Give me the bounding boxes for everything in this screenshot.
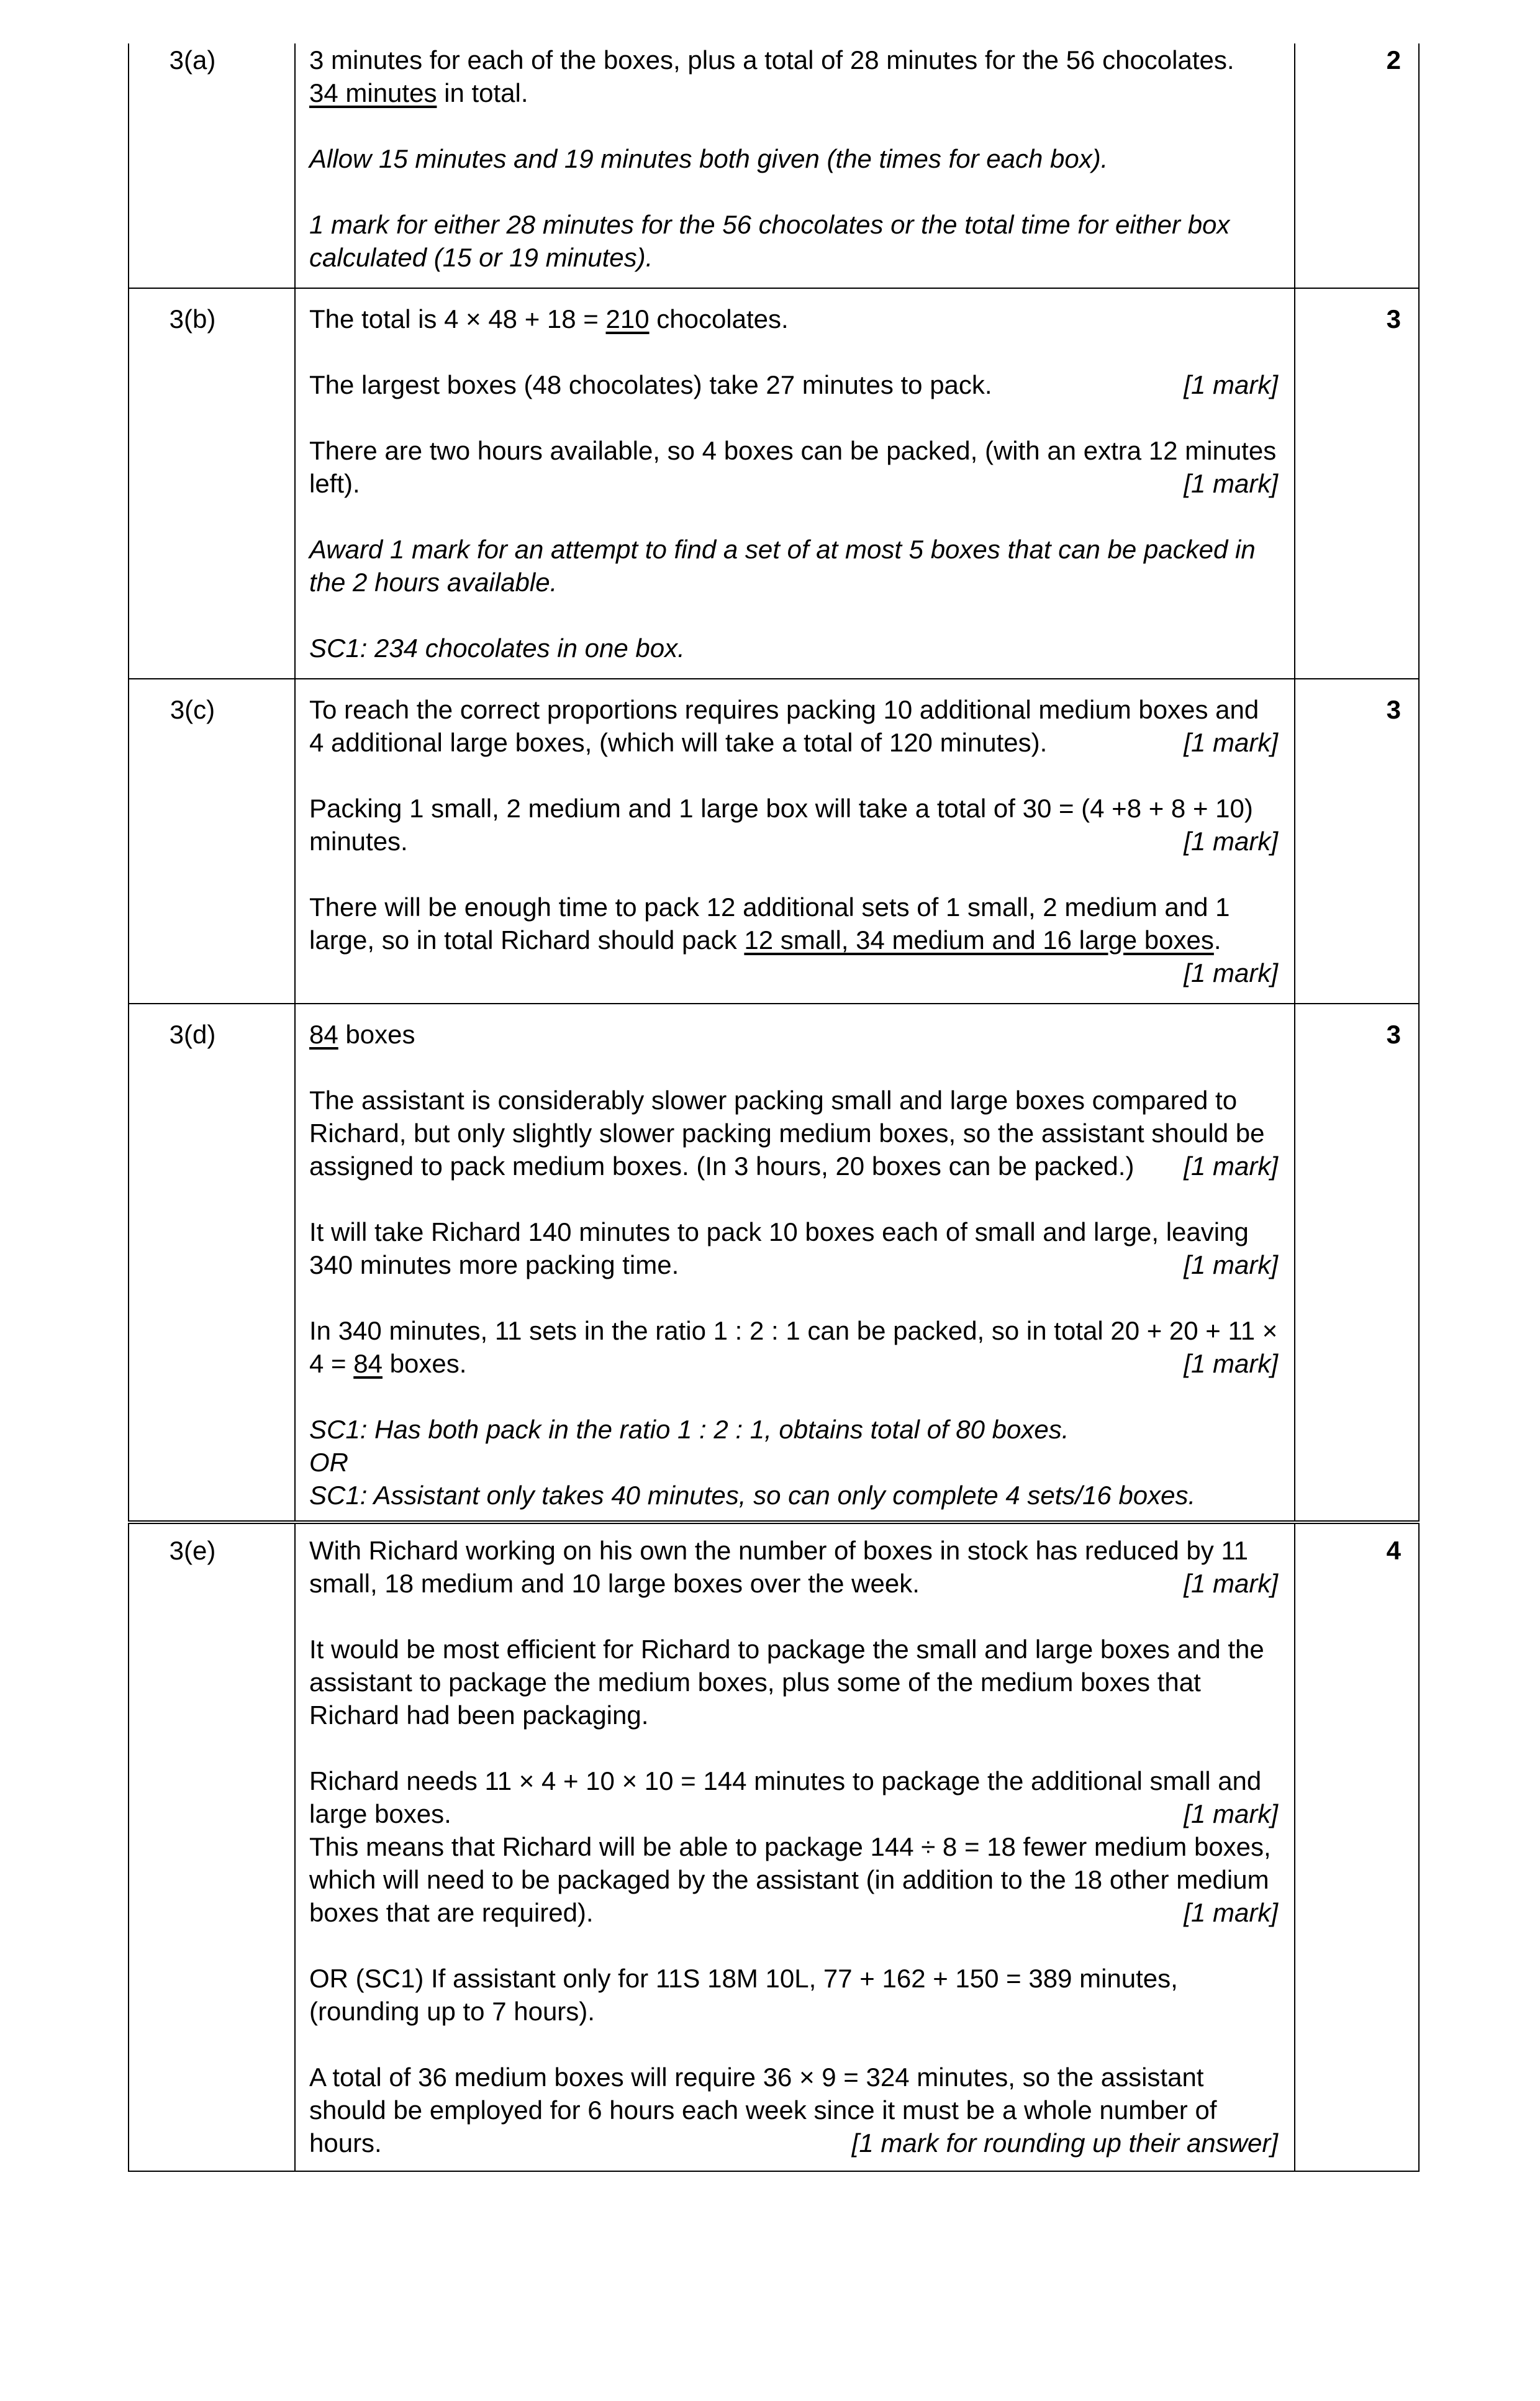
answer-cell (295, 679, 1295, 1004)
answer-text (309, 1314, 1278, 1380)
final-answer: 210 (605, 304, 650, 334)
marks-value: 4 (1386, 1536, 1401, 1565)
answer-text (309, 792, 1278, 858)
mark-allocation: [1 mark] (1184, 827, 1278, 856)
answer-text: . (1213, 925, 1221, 955)
answer-text (309, 891, 1278, 987)
answer-text: In 340 minutes, 11 sets in the ratio 1 : 2 : 1 can be packed, so in total 20 + 20 + 11 × 4 = (309, 1316, 1278, 1378)
guidance-note: 1 mark for either 28 minutes for the 56 chocolates or the total time for either box calculated (15 or 19 minutes). (309, 210, 1230, 272)
mark-allocation: [1 mark] (1184, 1898, 1278, 1927)
answer-text: The assistant is considerably slower packing small and large boxes compared to Richard, but only slightly slower packing medium boxes, so the assistant should be assigned to pack medium boxes. (In 3 hours, 20 boxes can be packed.) (309, 1086, 1265, 1181)
marks-cell (1295, 1522, 1419, 2171)
question-cell (129, 43, 295, 288)
answer-text: This means that Richard will be able to package 144 ÷ 8 = 18 fewer medium boxes, which will need to be packaged by the assistant (in addition to the 18 other medium boxes that are required). (309, 1832, 1271, 1927)
answer-cell (295, 288, 1295, 679)
answer-text (309, 76, 1278, 109)
answer-text: It will take Richard 140 minutes to pack 10 boxes each of small and large, leaving 340 minutes more packing time. (309, 1217, 1249, 1279)
mark-allocation: [1 mark] (1184, 469, 1278, 498)
marks-value: 3 (1386, 695, 1401, 724)
final-answer: 12 small, 34 medium and 16 large boxes (744, 925, 1214, 955)
mark-allocation: [1 mark] (1184, 728, 1278, 757)
answer-text (309, 1084, 1278, 1182)
answer-text (309, 302, 1278, 335)
answer-text (309, 1830, 1278, 1929)
answer-text: Richard needs 11 × 4 + 10 × 10 = 144 minutes to package the additional small and large boxes. (309, 1766, 1262, 1828)
marks-cell (1295, 679, 1419, 1004)
row-3a (129, 43, 1419, 288)
answer-cell (295, 1004, 1295, 1522)
row-3b (129, 288, 1419, 679)
answer-text (309, 1764, 1278, 1830)
question-cell (129, 1004, 295, 1522)
guidance-note: Allow 15 minutes and 19 minutes both given (the times for each box). (309, 144, 1108, 173)
mark-allocation: [1 mark] (1184, 1151, 1278, 1181)
answer-text (309, 368, 1278, 401)
answer-text: It would be most efficient for Richard to package the small and large boxes and the assistant to package the medium boxes, plus some of the medium boxes that Richard had been packaging. (309, 1635, 1264, 1730)
answer-text (309, 693, 1278, 759)
guidance-note: SC1: 234 chocolates in one box. (309, 633, 685, 663)
or-separator: OR (309, 1448, 348, 1477)
mark-allocation: [1 mark] (1184, 1799, 1278, 1828)
answer-text: There are two hours available, so 4 boxes can be packed, (with an extra 12 minutes left). (309, 436, 1277, 498)
question-cell (129, 679, 295, 1004)
answer-text: OR (SC1) If assistant only for 11S 18M 10L, 77 + 162 + 150 = 389 minutes, (rounding up to 7 hours). (309, 1964, 1178, 2026)
answer-text (309, 434, 1278, 500)
marks-value: 2 (1386, 45, 1401, 75)
answer-text: boxes. (382, 1349, 467, 1378)
answer-cell (295, 43, 1295, 288)
answer-text: The largest boxes (48 chocolates) take 27 minutes to pack. (309, 370, 992, 399)
marks-cell (1295, 1004, 1419, 1522)
mark-allocation: [1 mark] (1184, 958, 1278, 987)
answer-cell (295, 1522, 1295, 2171)
question-cell (129, 288, 295, 679)
answer-text (309, 2061, 1278, 2159)
question-number: 3(c) (170, 695, 215, 724)
answer-text: boxes (338, 1020, 415, 1049)
question-number: 3(b) (169, 304, 216, 334)
question-number: 3(d) (169, 1020, 216, 1049)
marks-value: 3 (1386, 1020, 1401, 1049)
answer-text: 3 minutes for each of the boxes, plus a total of 28 minutes for the 56 chocolates. (309, 45, 1234, 75)
row-3c (129, 679, 1419, 1004)
question-number: 3(a) (169, 45, 216, 75)
mark-allocation: [1 mark] (1184, 1349, 1278, 1378)
answer-text: With Richard working on his own the number of boxes in stock has reduced by 11 small, 18 medium and 10 large boxes over the week. (309, 1536, 1248, 1598)
guidance-note: Award 1 mark for an attempt to find a set of at most 5 boxes that can be packed in the 2 hours available. (309, 535, 1256, 597)
question-cell (129, 1522, 295, 2171)
guidance-note (309, 1413, 1278, 1512)
marks-value: 3 (1386, 304, 1401, 334)
mark-scheme-table (128, 43, 1420, 2172)
marks-cell (1295, 288, 1419, 679)
answer-text: chocolates. (649, 304, 789, 334)
special-case-note: SC1: Has both pack in the ratio 1 : 2 : 1, obtains total of 80 boxes. (309, 1415, 1069, 1444)
answer-text: There will be enough time to pack 12 additional sets of 1 small, 2 medium and 1 large, so in total Richard should pack (309, 892, 1230, 955)
row-3e (129, 1522, 1419, 2171)
mark-allocation: [1 mark for rounding up their answer] (851, 2128, 1278, 2158)
answer-text: in total. (437, 78, 528, 107)
final-answer: 84 (353, 1349, 383, 1378)
special-case-note: SC1: Assistant only takes 40 minutes, so can only complete 4 sets/16 boxes. (309, 1481, 1196, 1510)
answer-text (309, 1018, 1278, 1051)
mark-scheme-sheet (128, 43, 1418, 2172)
row-3d (129, 1004, 1419, 1522)
mark-allocation: [1 mark] (1184, 1569, 1278, 1598)
mark-allocation: [1 mark] (1184, 370, 1278, 399)
mark-allocation: [1 mark] (1184, 1250, 1278, 1279)
marks-cell (1295, 43, 1419, 288)
final-answer: 84 (309, 1020, 338, 1049)
answer-text (309, 1534, 1278, 1600)
answer-text: To reach the correct proportions requires packing 10 additional medium boxes and 4 additional large boxes, (which will take a total of 120 minutes). (309, 695, 1259, 757)
final-answer: 34 minutes (309, 78, 437, 107)
answer-text: The total is 4 × 48 + 18 = (309, 304, 606, 334)
answer-text: A total of 36 medium boxes will require 36 × 9 = 324 minutes, so the assistant should be employed for 6 hours each week since it must be a whole number of hours. (309, 2063, 1217, 2158)
question-number: 3(e) (169, 1536, 216, 1565)
answer-text (309, 1215, 1278, 1281)
answer-text: Packing 1 small, 2 medium and 1 large box will take a total of 30 = (4 +8 + 8 + 10) minutes. (309, 794, 1253, 856)
